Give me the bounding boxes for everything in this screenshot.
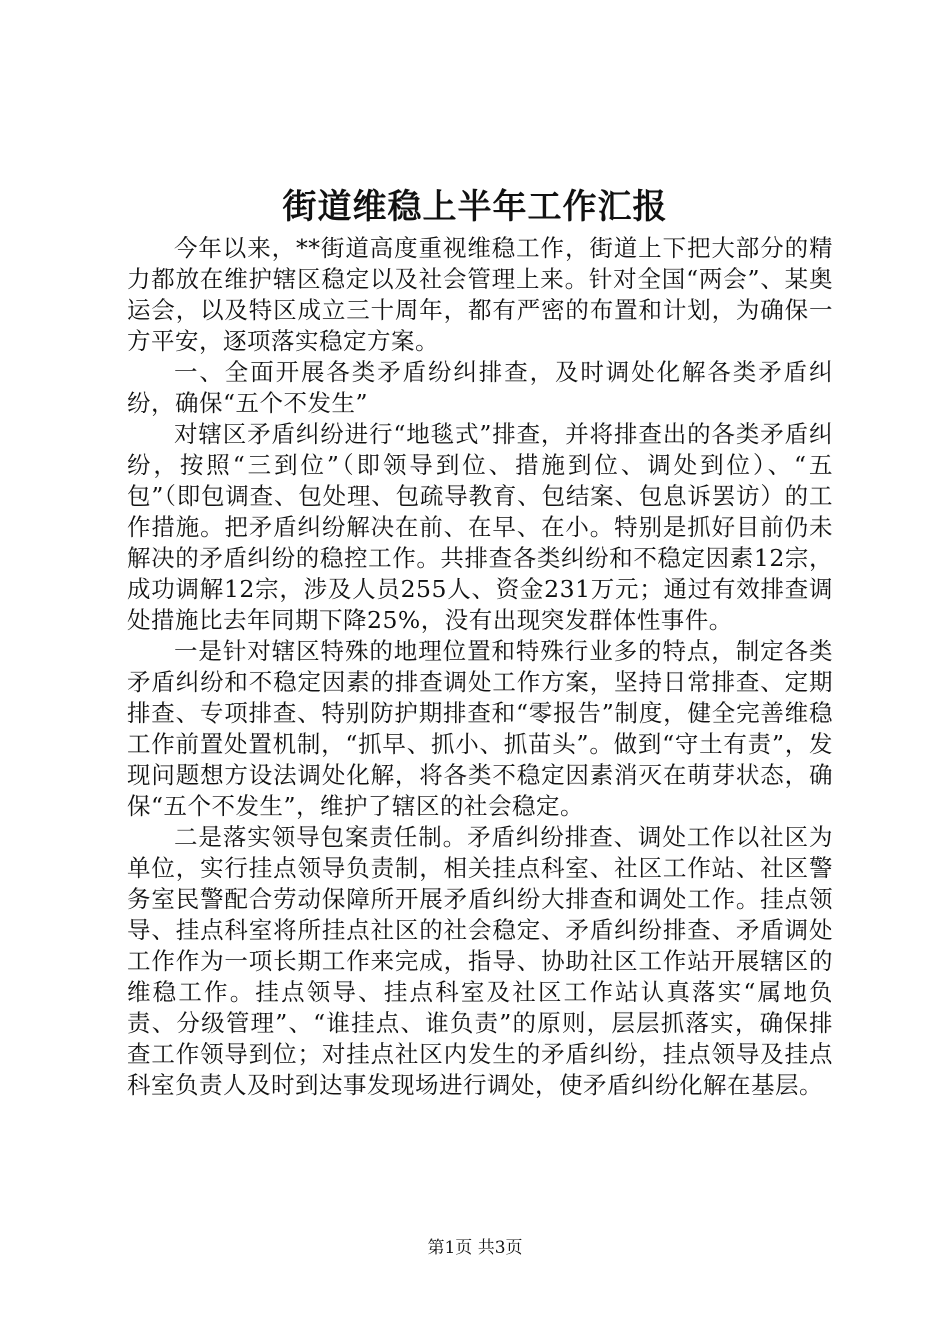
- paragraph-point-one: 一是针对辖区特殊的地理位置和特殊行业多的特点，制定各类矛盾纠纷和不稳定因素的排查调处工作方案，坚持日常排查、定期排查、专项排查、特别防护期排查和“零报告”制度，健全完善维稳工作前置处置机制，“抓早、抓小、抓苗头”。做到“守土有责”，发现问题想方设法调处化解，将各类不稳定因素消灭在萌芽状态，确保“五个不发生”，维护了辖区的社会稳定。: [127, 637, 833, 820]
- page-number-footer: 第1页 共3页: [427, 1238, 523, 1258]
- paragraph-section-heading: 一、全面开展各类矛盾纷纠排查，及时调处化解各类矛盾纠纷，确保“五个不发生”: [127, 358, 833, 417]
- paragraph-investigation: 对辖区矛盾纠纷进行“地毯式”排查，并将排查出的各类矛盾纠纷，按照“三到位”（即领导到位、措施到位、调处到位）、“五包”（即包调查、包处理、包疏导教育、包结案、包息诉罢访）的工作措施。把矛盾纠纷解决在前、在早、在小。特别是抓好目前仍未解决的矛盾纠纷的稳控工作。共排查各类纠纷和不稳定因素12宗，成功调解12宗，涉及人员255人、资金231万元；通过有效排查调处措施比去年同期下降25%，没有出现突发群体性事件。: [127, 420, 833, 634]
- paragraph-point-two: 二是落实领导包案责任制。矛盾纠纷排查、调处工作以社区为单位，实行挂点领导负责制，相关挂点科室、社区工作站、社区警务室民警配合劳动保障所开展矛盾纠纷大排查和调处工作。挂点领导、挂点科室将所挂点社区的社会稳定、矛盾纠纷排查、矛盾调处工作作为一项长期工作来完成，指导、协助社区工作站开展辖区的维稳工作。挂点领导、挂点科室及社区工作站认真落实“属地负责、分级管理”、“谁挂点、谁负责”的原则，层层抓落实，确保排查工作领导到位；对挂点社区内发生的矛盾纠纷，挂点领导及挂点科室负责人及时到达事发现场进行调处，使矛盾纠纷化解在基层。: [127, 823, 833, 1099]
- document-title: 街道维稳上半年工作汇报: [282, 187, 668, 227]
- paragraph-intro: 今年以来，**街道高度重视维稳工作，街道上下把大部分的精力都放在维护辖区稳定以及社会管理上来。针对全国“两会”、某奥运会，以及特区成立三十周年，都有严密的布置和计划，为确保一方平安，逐项落实稳定方案。: [127, 234, 833, 355]
- document-body: [127, 233, 833, 1101]
